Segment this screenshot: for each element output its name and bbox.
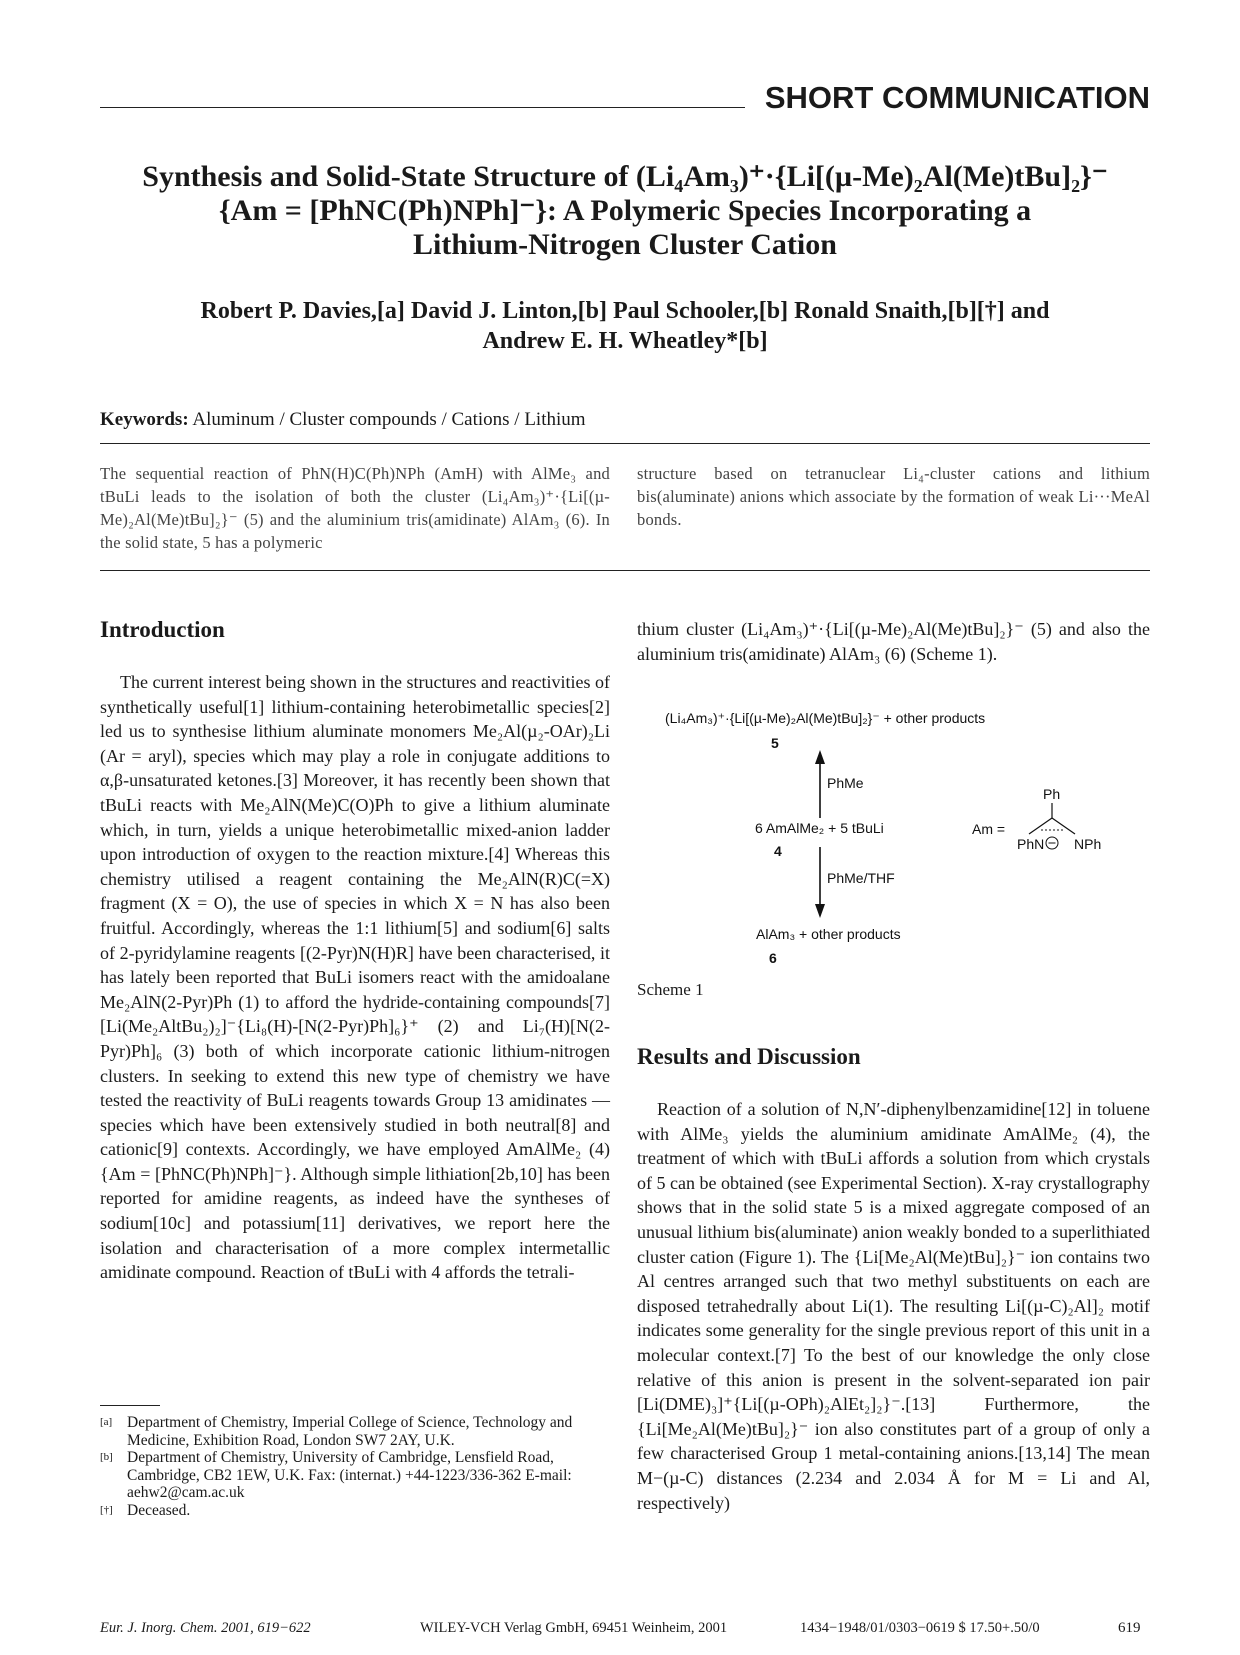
- compound-4-label: 4: [774, 843, 782, 859]
- nph-group: NPh: [1074, 836, 1102, 852]
- footer-journal: Eur. J. Inorg. Chem. 2001, 619−622: [100, 1620, 311, 1636]
- compound-6-label: 6: [769, 950, 777, 966]
- authors-line-1: Robert P. Davies,[a] David J. Linton,[b] Paul Schooler,[b] Ronald Snaith,[b][†] and: [200, 298, 1050, 324]
- up-condition: PhMe: [827, 775, 864, 791]
- intro-paragraph-1: The current interest being shown in the structures and reactivities of synthetically useful[1] lithium-containing heterobimetallic species[2] led us to synthesise lithium aluminate monomers Me₂Al(µ₂-OAr)₂Li (Ar = aryl), species which may play a role in conjugate additions to α,β-unsaturated ketones.[3] Moreover, it has recently been shown that tBuLi reacts with Me₂AlN(Me)C(O)Ph to give a lithium aluminate which, in turn, yields a unique heterobimetallic mixed-anion ladder upon introduction of oxygen to the reaction mixture.[4] Whereas this chemistry utilised a reagent containing the Me₂AlN(R)C(=X) fragment (X = O), the use of species in which X = N has also been fruitful. Accordingly, whereas the 1:1 lithium[5] and sodium[6] salts of 2-pyridylamine reagents [(2-Pyr)N(H)R] have been characterised, it has lately been reported that BuLi isomers react with the amidoalane Me₂AlN(2-Pyr)Ph (1) to afford the hydride-containing compounds[7] [Li(Me₂AltBu₂)₂]⁻{Li₈(H)-[N(2-Pyr)Ph]₆}⁺ (2) and Li₇(H)[N(2-Pyr)Ph]₆ (3) both of which incorporate cationic lithium-nitrogen clusters. In seeking to extend this new type of chemistry we have tested the reactivity of BuLi reagents towards Group 13 amidinates — species which have been extensively studied in both neutral[8] and cationic[9] contexts. Accordingly, we have employed AmAlMe₂ (4) {Am = [PhNC(Ph)NPh]⁻}. Although simple lithiation[2b,10] has been reported for amidine reagents, as indeed have the syntheses of sodium[10c] and potassium[11] derivatives, we report here the isolation and characterisation of a more complex intermetallic amidinate compound. Reaction of tBuLi with 4 affords the tetrali-: [100, 672, 610, 1283]
- footnote-mark: [†]: [100, 1503, 113, 1516]
- footnote-text: Department of Chemistry, Imperial College of Science, Technology and Medicine, Exhibition Road, London SW7 2AY, U.K.: [127, 1414, 573, 1449]
- footnote-text: Department of Chemistry, University of Cambridge, Lensfield Road, Cambridge, CB2 1EW, U.K. Fax: (internat.) +44-1223/336-362 E-mail: aehw2@cam.ac.uk: [127, 1449, 572, 1501]
- header-rule: [100, 107, 745, 108]
- keywords: [100, 409, 1150, 431]
- ph-group: Ph: [1043, 786, 1061, 802]
- cn-bond-left: [1029, 818, 1052, 834]
- phn-group: PhN: [1017, 836, 1045, 852]
- footnote-mark: [b]: [100, 1451, 113, 1463]
- scheme-caption: Scheme 1: [637, 980, 704, 999]
- intro-heading: Introduction: [100, 617, 225, 642]
- footnote-b: [100, 1449, 610, 1502]
- footnote-text: Deceased.: [127, 1501, 191, 1519]
- section-label: SHORT COMMUNICATION: [764, 80, 1150, 115]
- scheme-bottom-product: AlAm₃ + other products: [756, 926, 901, 942]
- article-title: [100, 160, 1150, 262]
- compound-5-label: 5: [771, 735, 779, 751]
- abstract-right: structure based on tetranuclear Li₄-cluster cations and lithium bis(aluminate) anions which associate by the formation of weak Li···MeAl bonds.: [637, 464, 1150, 529]
- arrow-down-head: [815, 904, 825, 918]
- rule-above-abstract: [100, 443, 1150, 444]
- title-line-3: Lithium-Nitrogen Cluster Cation: [413, 228, 837, 261]
- title-line-2: {Am = [PhNC(Ph)NPh]⁻}: A Polymeric Species Incorporating a: [218, 194, 1032, 227]
- scheme-1: [637, 700, 1150, 970]
- keywords-value: Aluminum / Cluster compounds / Cations / Lithium: [192, 409, 586, 430]
- footnote-dagger: [100, 1502, 610, 1520]
- footnote-rule: [100, 1405, 160, 1406]
- down-condition: PhMe/THF: [827, 870, 895, 886]
- author-list: [100, 296, 1150, 356]
- title-line-1: Synthesis and Solid-State Structure of (Li₄Am₃)⁺·{Li[(µ-Me)₂Al(Me)tBu]₂}⁻: [142, 160, 1108, 193]
- footer-publisher: WILEY-VCH Verlag GmbH, 69451 Weinheim, 2001: [420, 1620, 728, 1636]
- results-body: [637, 1097, 1150, 1515]
- results-heading: Results and Discussion: [637, 1044, 861, 1069]
- abstract-left: The sequential reaction of PhN(H)C(Ph)NPh (AmH) with AlMe₃ and tBuLi leads to the isolation of both the cluster (Li₄Am₃)⁺·{Li[(µ-Me)₂Al(Me)tBu]₂}⁻ (5) and the aluminium tris(amidinate) AlAm₃ (6). In the solid state, 5 has a polymeric: [100, 464, 610, 552]
- footnotes: [100, 1414, 610, 1519]
- arrow-up-head: [815, 750, 825, 764]
- intro-paragraph-2: thium cluster (Li₄Am₃)⁺·{Li[(µ-Me)₂Al(Me)tBu]₂}⁻ (5) and also the aluminium tris(amidinate) AlAm₃ (6) (Scheme 1).: [637, 619, 1150, 664]
- rule-below-abstract: [100, 570, 1150, 571]
- footer-issn: 1434−1948/01/0303−0619 $ 17.50+.50/0: [800, 1620, 1040, 1636]
- footnote-a: [100, 1414, 610, 1449]
- cn-bond-right: [1052, 818, 1075, 834]
- intro-body: [100, 670, 610, 1285]
- reactants: 6 AmAlMe₂ + 5 tBuLi: [755, 820, 884, 836]
- intro-continuation: [637, 617, 1150, 666]
- page-number: 619: [1118, 1620, 1141, 1636]
- authors-line-2: Andrew E. H. Wheatley*[b]: [482, 328, 768, 354]
- results-paragraph-1: Reaction of a solution of N,N′-diphenylbenzamidine[12] in toluene with AlMe₃ yields the aluminium amidinate AmAlMe₂ (4), the treatment of which with tBuLi affords a solution from which crystals of 5 can be obtained (see Experimental Section). X-ray crystallography shows that in the solid state 5 is a mixed aggregate composed of an unusual lithium bis(aluminate) anion weakly bonded to a superlithiated cluster cation (Figure 1). The {Li[Me₂Al(Me)tBu]₂}⁻ ion contains two Al centres arranged such that two methyl substituents on each are disposed tetrahedrally about Li(1). The resulting Li[(µ-C)₂Al]₂ motif indicates some generality for the single previous report of this unit in a molecular context.[7] To the best of our knowledge the only close relative of this anion is present in the solvent-separated ion pair [Li(DME)₃]⁺{Li[(µ-OPh)₂AlEt₂]₂}⁻.[13] Furthermore, the {Li[Me₂Al(Me)tBu]₂}⁻ ion also constitutes part of a group of only a few characterised Group 1 metal-containing anions.[13,14] The mean M−(µ-C) distances (2.234 and 2.034 Å for M = Li and Al, respectively): [637, 1099, 1150, 1513]
- footnote-mark: [a]: [100, 1416, 113, 1428]
- keywords-label: Keywords:: [100, 409, 189, 430]
- am-definition-label: Am =: [972, 821, 1006, 837]
- scheme-top-product: (Li₄Am₃)⁺·{Li[(µ-Me)₂Al(Me)tBu]₂}⁻ + other products: [665, 710, 986, 726]
